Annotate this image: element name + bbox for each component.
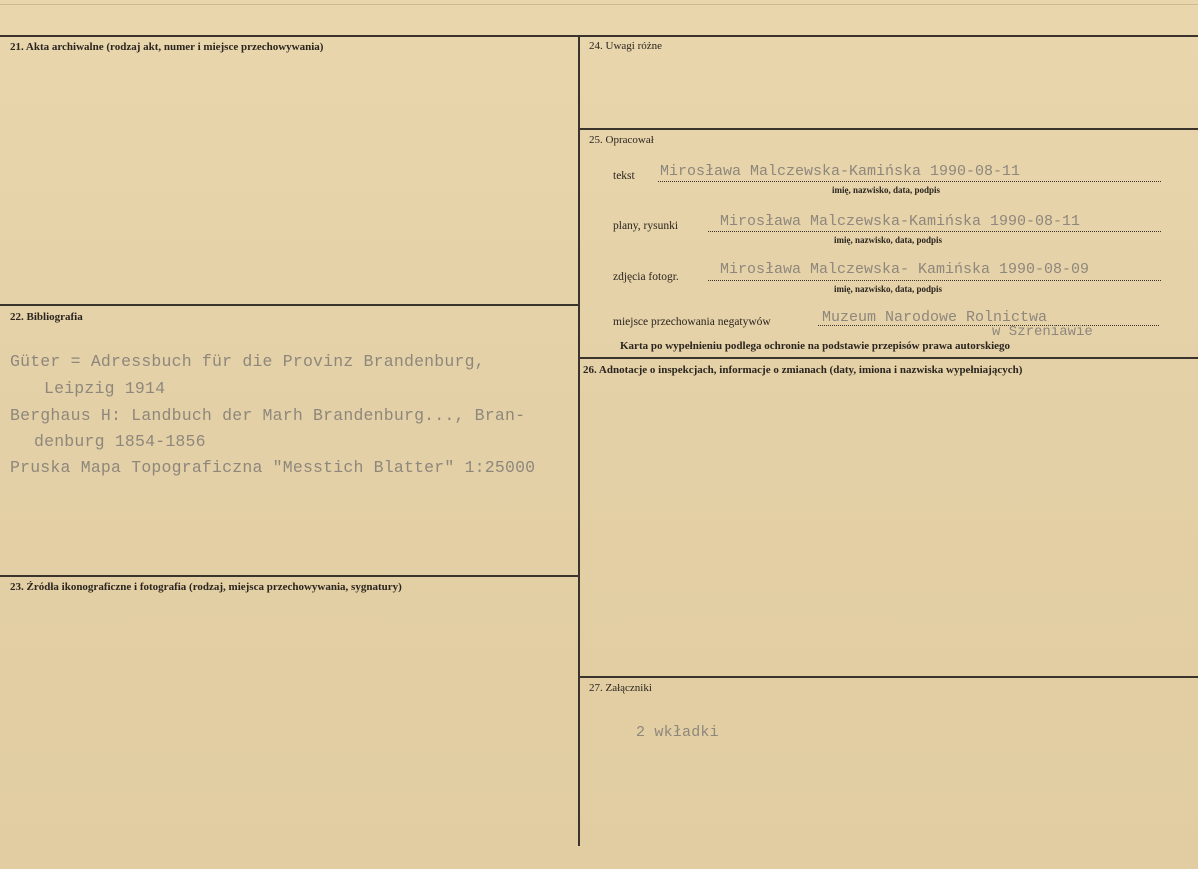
text-author-caption: imię, nazwisko, data, podpis: [832, 185, 941, 195]
top-rule: [0, 35, 1198, 37]
plans-author-line: [708, 231, 1161, 232]
section-22-title: 22. Bibliografia: [10, 311, 83, 323]
photos-author-label: zdjęcia fotogr.: [613, 271, 679, 283]
section-25-title: 25. Opracował: [589, 134, 654, 146]
divider-22-23: [0, 575, 578, 577]
divider-21-22: [0, 304, 578, 306]
section-23-title: 23. Źródła ikonograficzne i fotografia (rodzaj, miejsca przechowywania, sygnatury): [10, 581, 402, 593]
copyright-notice: Karta po wypełnieniu podlega ochronie na podstawie przepisów prawa autorskiego: [620, 340, 1011, 352]
bibliography-line-1: Güter = Adressbuch für die Provinz Brandenburg,: [10, 352, 485, 371]
text-author-value: Mirosława Malczewska-Kamińska 1990-08-11: [660, 163, 1021, 180]
photos-author-value: Mirosława Malczewska- Kamińska 1990-08-09: [720, 261, 1090, 278]
section-21-title: 21. Akta archiwalne (rodzaj akt, numer i miejsce przechowywania): [10, 41, 324, 53]
photos-author-caption: imię, nazwisko, data, podpis: [834, 284, 943, 294]
center-divider: [578, 35, 580, 846]
negatives-line: [818, 325, 1159, 326]
negatives-value-2: w Szreniawie: [992, 324, 1093, 340]
photos-author-line: [708, 280, 1161, 281]
text-author-label: tekst: [613, 170, 635, 182]
bibliography-line-2: Leipzig 1914: [44, 379, 166, 398]
text-author-line: [658, 181, 1161, 182]
bibliography-line-3: Berghaus H: Landbuch der Marh Brandenburg..., Bran-: [10, 406, 526, 425]
attachments-value: 2 wkładki: [636, 724, 719, 741]
plans-author-caption: imię, nazwisko, data, podpis: [834, 235, 943, 245]
plans-author-label: plany, rysunki: [613, 220, 679, 232]
section-27-title: 27. Załączniki: [589, 682, 652, 694]
section-26-title: 26. Adnotacje o inspekcjach, informacje o zmianach (daty, imiona i nazwiska wypełniających): [583, 364, 1023, 376]
negatives-label: miejsce przechowania negatywów: [613, 316, 771, 328]
bibliography-line-4: denburg 1854-1856: [34, 432, 206, 451]
divider-26-27: [580, 676, 1198, 678]
section-24-title: 24. Uwagi różne: [589, 40, 663, 52]
plans-author-value: Mirosława Malczewska-Kamińska 1990-08-11: [720, 213, 1081, 230]
negatives-value-1: Muzeum Narodowe Rolnictwa: [822, 309, 1048, 326]
divider-25-26: [580, 357, 1198, 359]
divider-24-25: [580, 128, 1198, 130]
top-rule-faint: [0, 4, 1198, 5]
bibliography-line-5: Pruska Mapa Topograficzna "Messtich Blatter" 1:25000: [10, 458, 536, 477]
